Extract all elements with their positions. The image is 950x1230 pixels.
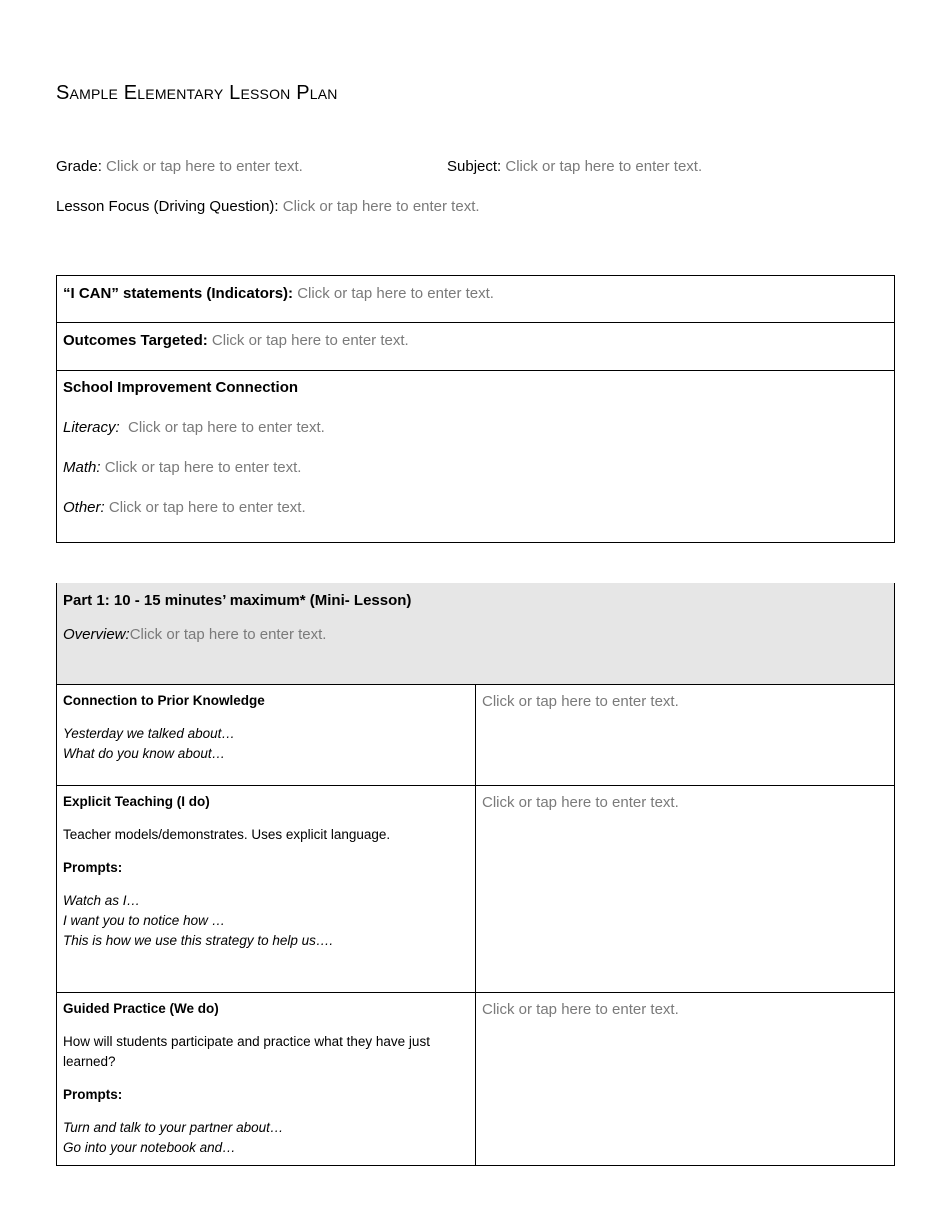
math-input[interactable]: Click or tap here to enter text. — [104, 459, 302, 476]
outcomes-input[interactable]: Click or tap here to enter text. — [211, 332, 409, 349]
document-title: Sample Elementary Lesson Plan — [56, 82, 338, 104]
guided-practice-input[interactable]: Click or tap here to enter text. — [482, 1000, 679, 1018]
explicit-teaching-description: Teacher models/demonstrates. Uses explicit language. — [63, 826, 391, 842]
grade-label: Grade: — [56, 158, 102, 175]
indicators-table — [56, 275, 895, 543]
guided-practice-input-cell — [476, 992, 895, 1165]
guided-practice-prompts-label: Prompts: — [63, 1086, 123, 1102]
school-improvement-cell — [57, 371, 895, 543]
literacy-label: Literacy: — [63, 419, 120, 436]
grade-field — [56, 157, 303, 177]
guided-practice-title: Guided Practice (We do) — [63, 1000, 219, 1016]
prior-knowledge-input[interactable]: Click or tap here to enter text. — [482, 692, 679, 710]
guided-practice-cell — [57, 992, 476, 1165]
overview-label: Overview: — [63, 626, 130, 643]
school-improvement-heading: School Improvement Connection — [63, 379, 299, 396]
prior-knowledge-input-cell — [476, 684, 895, 785]
prior-knowledge-title: Connection to Prior Knowledge — [63, 692, 265, 708]
explicit-teaching-prompts-label: Prompts: — [63, 859, 123, 875]
explicit-teaching-prompt: Watch as I… — [63, 892, 141, 908]
guided-practice-prompt: Go into your notebook and… — [63, 1139, 236, 1155]
ican-label: “I CAN” statements (Indicators): — [63, 285, 294, 302]
overview-input[interactable]: Click or tap here to enter text. — [129, 626, 327, 643]
outcomes-label: Outcomes Targeted: — [63, 332, 208, 349]
lesson-focus-field — [56, 197, 480, 217]
explicit-teaching-input[interactable]: Click or tap here to enter text. — [482, 793, 679, 811]
ican-cell — [57, 276, 895, 323]
other-input[interactable]: Click or tap here to enter text. — [108, 499, 306, 516]
lesson-focus-label: Lesson Focus (Driving Question): — [56, 198, 279, 215]
ican-input[interactable]: Click or tap here to enter text. — [297, 285, 494, 302]
lesson-focus-input[interactable]: Click or tap here to enter text. — [282, 198, 480, 215]
explicit-teaching-prompt: I want you to notice how … — [63, 912, 226, 928]
guided-practice-description: How will students participate and practice what they have just learned? — [63, 1033, 430, 1069]
mini-lesson-table — [56, 583, 895, 1166]
subject-input[interactable]: Click or tap here to enter text. — [505, 158, 703, 175]
grade-input[interactable]: Click or tap here to enter text. — [106, 158, 303, 175]
part1-header-cell — [57, 583, 895, 684]
guided-practice-prompt: Turn and talk to your partner about… — [63, 1119, 284, 1135]
prior-knowledge-line: Yesterday we talked about… — [63, 725, 235, 741]
math-label: Math: — [63, 459, 101, 476]
prior-knowledge-cell — [57, 684, 476, 785]
explicit-teaching-prompt: This is how we use this strategy to help us…. — [63, 932, 334, 948]
explicit-teaching-input-cell — [476, 785, 895, 992]
subject-field — [447, 157, 702, 177]
other-label: Other: — [63, 499, 105, 516]
explicit-teaching-title: Explicit Teaching (I do) — [63, 793, 210, 809]
part1-heading: Part 1: 10 - 15 minutes’ maximum* (Mini- Lesson) — [63, 592, 412, 609]
literacy-input[interactable]: Click or tap here to enter text. — [128, 419, 325, 436]
subject-label: Subject: — [447, 158, 502, 175]
explicit-teaching-cell — [57, 785, 476, 992]
prior-knowledge-line: What do you know about… — [63, 745, 226, 761]
outcomes-cell — [57, 323, 895, 371]
